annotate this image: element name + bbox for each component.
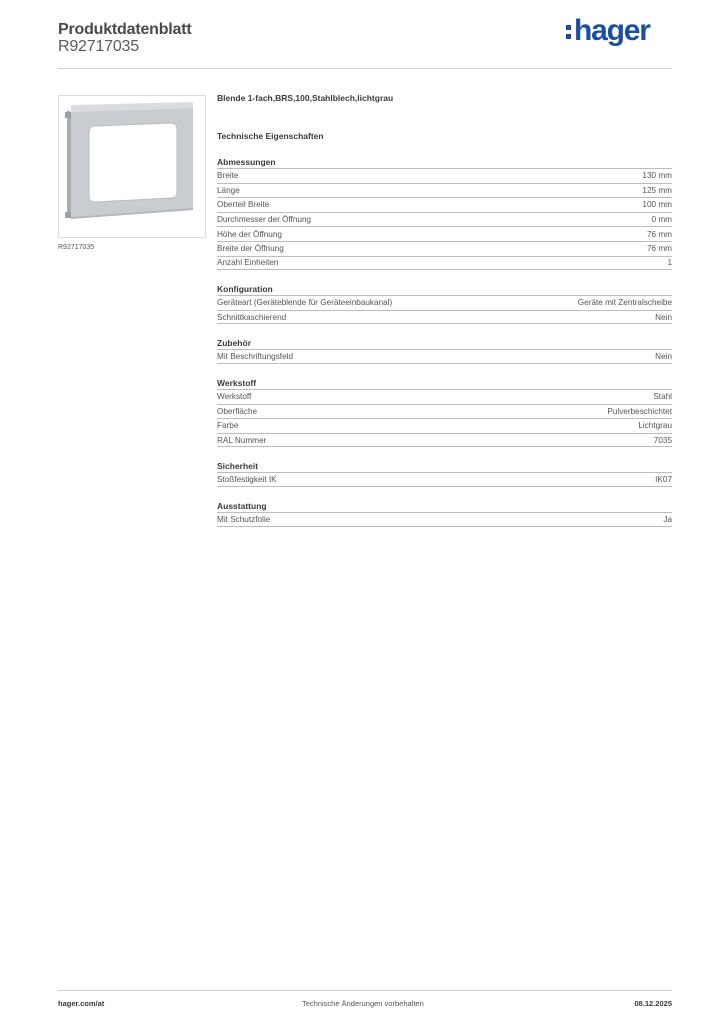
spec-label: Länge — [217, 185, 240, 195]
cover-plate-icon — [59, 96, 205, 237]
section-konfiguration — [217, 283, 672, 324]
spec-value: Lichtgrau — [638, 421, 672, 431]
spec-label: Oberteil Breite — [217, 200, 270, 210]
spec-row — [217, 512, 672, 527]
image-caption: R92717035 — [58, 244, 95, 251]
spec-label: RAL Nummer — [217, 435, 267, 445]
spec-row — [217, 197, 672, 212]
spec-label: Mit Beschriftungsfeld — [217, 352, 293, 362]
spec-label: Werkstoff — [217, 392, 252, 402]
spec-label: Schnittkaschierend — [217, 312, 287, 322]
spec-value: 0 mm — [651, 215, 672, 225]
spec-row — [217, 256, 672, 271]
spec-row — [217, 241, 672, 256]
spec-value: 100 mm — [642, 200, 672, 210]
section-heading: Sicherheit — [217, 461, 259, 472]
spec-row — [217, 295, 672, 310]
footer-notice: Technische Änderungen vorbehalten — [302, 999, 424, 1008]
spec-label: Anzahl Einheiten — [217, 258, 279, 268]
section-heading: Konfiguration — [217, 284, 273, 295]
spec-label: Mit Schutzfolie — [217, 514, 271, 524]
spec-row — [217, 212, 672, 227]
spec-value: IK07 — [655, 475, 672, 485]
header-divider — [58, 68, 672, 69]
spec-label: Höhe der Öffnung — [217, 229, 282, 239]
spec-row — [217, 349, 672, 364]
spec-label: Oberfläche — [217, 406, 258, 416]
section-abmessungen — [217, 156, 672, 270]
spec-row — [217, 389, 672, 404]
spec-value: Pulverbeschichtet — [607, 406, 672, 416]
footer-divider — [58, 990, 672, 991]
page-title: Produktdatenblatt — [58, 21, 192, 38]
article-number: R92717035 — [58, 38, 139, 55]
spec-row — [217, 404, 672, 419]
product-name: Blende 1-fach,BRS,100,Stahlblech,lichtgrau — [217, 93, 394, 103]
spec-value: Ja — [663, 514, 672, 524]
spec-row — [217, 168, 672, 183]
spec-content — [217, 93, 672, 527]
spec-row — [217, 472, 672, 487]
spec-row — [217, 418, 672, 433]
spec-label: Durchmesser der Öffnung — [217, 215, 312, 225]
section-ausstattung — [217, 500, 672, 527]
spec-value: Stahl — [653, 392, 672, 402]
section-heading: Zubehör — [217, 338, 251, 349]
section-heading: Ausstattung — [217, 500, 267, 511]
spec-value: 1 — [667, 258, 672, 268]
spec-row — [217, 310, 672, 325]
spec-label: Farbe — [217, 421, 239, 431]
section-heading: Werkstoff — [217, 377, 257, 388]
spec-value: Geräte mit Zentralscheibe — [577, 298, 672, 308]
spec-row — [217, 226, 672, 241]
spec-value: 7035 — [653, 435, 672, 445]
hager-logo — [566, 14, 650, 48]
section-zubehoer — [217, 337, 672, 364]
spec-value: 125 mm — [642, 185, 672, 195]
spec-row — [217, 183, 672, 198]
product-image — [58, 95, 206, 238]
spec-label: Geräteart (Geräteblende für Geräteeinbaukanal) — [217, 298, 393, 308]
spec-value: 76 mm — [646, 244, 672, 254]
section-werkstoff — [217, 377, 672, 447]
logo-text: hager — [574, 14, 650, 47]
footer-date: 08.12.2025 — [634, 999, 672, 1008]
spec-row — [217, 433, 672, 448]
spec-value: Nein — [655, 352, 672, 362]
tech-properties-heading: Technische Eigenschaften — [217, 131, 324, 141]
spec-value: Nein — [655, 312, 672, 322]
logo-dots-icon — [566, 25, 571, 39]
spec-value: 76 mm — [646, 229, 672, 239]
section-sicherheit — [217, 460, 672, 487]
spec-value: 130 mm — [642, 171, 672, 181]
spec-label: Breite der Öffnung — [217, 244, 284, 254]
spec-label: Breite — [217, 171, 239, 181]
section-heading: Abmessungen — [217, 157, 276, 167]
spec-label: Stoßfestigkeit IK — [217, 475, 277, 485]
footer-website: hager.com/at — [58, 999, 105, 1008]
